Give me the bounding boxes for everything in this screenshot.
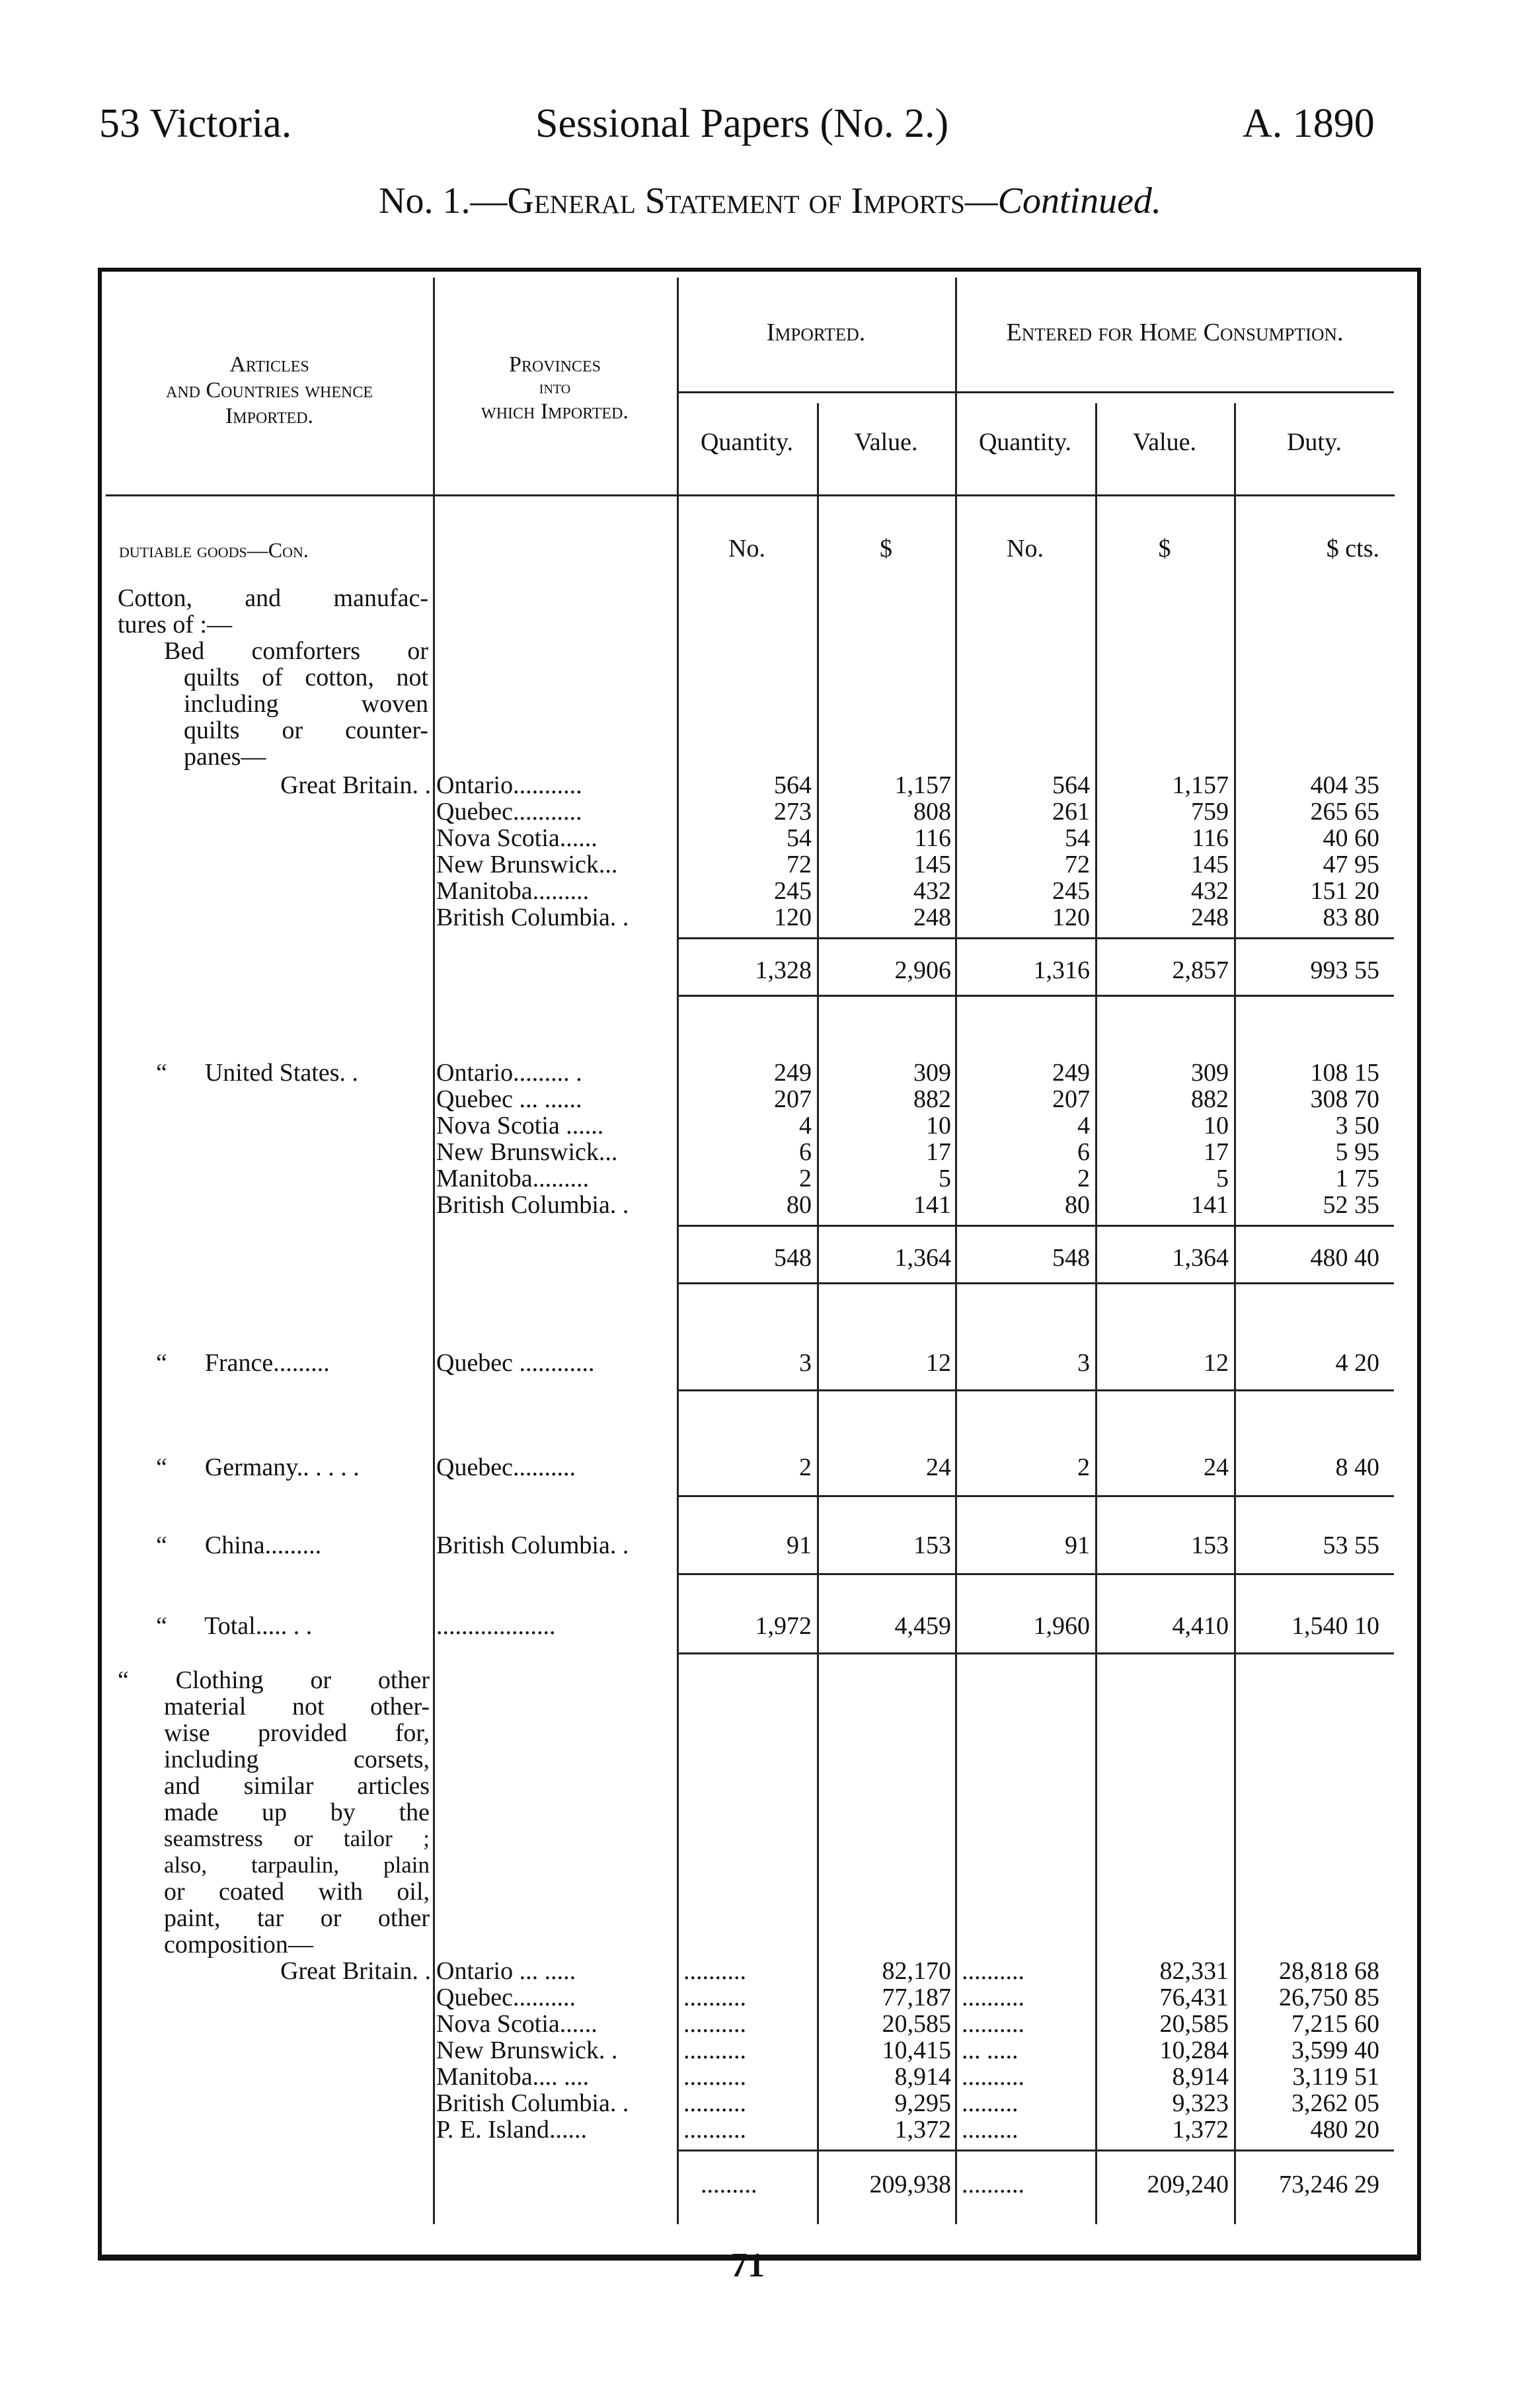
- col-rule-6: [1234, 403, 1236, 2224]
- province-cell: Ontario...........: [436, 771, 582, 799]
- duty-cell: 4 20: [1335, 1349, 1379, 1377]
- duty-cell: 1 75: [1335, 1165, 1379, 1192]
- ent-val-cell: 153: [1191, 1531, 1229, 1559]
- imp-qty-cell: 2: [799, 1165, 812, 1192]
- clothing-total-duty: 73,246 29: [1279, 2171, 1379, 2198]
- ent-val-cell: 309: [1191, 1059, 1229, 1087]
- province-cell: New Brunswick. .: [436, 2036, 618, 2064]
- ent-qty-cell: ..........: [962, 1957, 1024, 1985]
- province-cell: Manitoba.... ....: [436, 2063, 590, 2091]
- page-number: 71: [730, 2247, 765, 2284]
- province-cell: Quebec ... ......: [436, 1085, 582, 1113]
- duty-cell: 40 60: [1323, 824, 1379, 852]
- title-prefix: No. 1.—: [379, 180, 508, 221]
- ent-val-cell: 9,323: [1172, 2089, 1229, 2117]
- province-cell: Nova Scotia ......: [436, 1112, 604, 1140]
- header-left: 53 Victoria.: [99, 101, 292, 146]
- imp-val-cell: 5: [939, 1165, 951, 1192]
- ent-qty-cell: 6: [1077, 1138, 1090, 1166]
- province-cell: Quebec ............: [436, 1349, 595, 1377]
- col-entered: Entered for Home Consumption.: [1006, 319, 1344, 346]
- ent-val-cell: 10: [1204, 1112, 1229, 1140]
- us-total-imp-qty: 548: [774, 1244, 812, 1272]
- imp-val-cell: 248: [913, 904, 951, 931]
- ent-qty-cell: 4: [1077, 1112, 1090, 1140]
- total-province-leader: ...................: [436, 1612, 556, 1640]
- imp-val-cell: 82,170: [882, 1957, 951, 1985]
- cotton-desc-l2: tures of :—: [118, 611, 233, 639]
- imp-qty-cell: 54: [787, 824, 812, 852]
- duty-cell: 28,818 68: [1279, 1957, 1379, 1985]
- ent-qty-cell: 564: [1052, 771, 1090, 799]
- imp-qty-cell: ..........: [683, 2116, 746, 2144]
- clothing-total-imp-qty: .........: [701, 2171, 757, 2198]
- unit-ent-val: $: [1158, 535, 1171, 562]
- clothing-total-imp-val: 209,938: [869, 2171, 951, 2198]
- ent-val-cell: 20,585: [1159, 2010, 1229, 2038]
- ent-qty-cell: 2: [1077, 1165, 1090, 1192]
- duty-cell: 265 65: [1310, 798, 1379, 826]
- imp-qty-cell: ..........: [683, 1984, 746, 2011]
- col-duty: Duty.: [1286, 428, 1342, 456]
- imp-val-cell: 145: [913, 851, 951, 878]
- clothing-country-great-britain: Great Britain. .: [280, 1957, 431, 1985]
- gb-total-duty: 993 55: [1310, 956, 1379, 984]
- col-articles: [106, 352, 433, 429]
- imp-val-cell: 8,914: [894, 2063, 951, 2091]
- imp-val-cell: 20,585: [882, 2010, 951, 2038]
- gb-total-imp-qty: 1,328: [755, 956, 812, 984]
- province-cell: Nova Scotia......: [436, 2010, 597, 2038]
- ent-qty-cell: 261: [1052, 798, 1090, 826]
- imp-val-cell: 1,372: [894, 2116, 951, 2144]
- grand-total-rule: [677, 1652, 1394, 1654]
- province-cell: Quebec..........: [436, 1453, 576, 1481]
- cotton-description: [118, 585, 428, 770]
- col-rule-5: [1095, 403, 1097, 2224]
- china-rule: [677, 1573, 1394, 1575]
- header-center: Sessional Papers (No. 2.): [535, 101, 949, 146]
- imp-val-cell: 808: [913, 798, 951, 826]
- total-duty: 1,540 10: [1291, 1612, 1379, 1640]
- clothing-description: [118, 1667, 430, 1958]
- province-cell: New Brunswick...: [436, 1138, 618, 1166]
- ent-val-cell: 248: [1191, 904, 1229, 931]
- cotton-desc-l7: panes—: [184, 743, 266, 771]
- duty-cell: 83 80: [1323, 904, 1379, 931]
- header-right: A. 1890: [1243, 101, 1375, 146]
- duty-cell: 7,215 60: [1291, 2010, 1379, 2038]
- ent-qty-cell: 72: [1065, 851, 1090, 878]
- imp-qty-cell: ..........: [683, 2010, 746, 2038]
- province-cell: British Columbia. .: [436, 1531, 629, 1559]
- country-great-britain: Great Britain. .: [280, 771, 431, 799]
- duty-cell: 52 35: [1323, 1191, 1379, 1219]
- imp-val-cell: 10,415: [882, 2036, 951, 2064]
- total-label: “ Total..... . .: [156, 1612, 313, 1640]
- province-cell: British Columbia. .: [436, 1191, 629, 1219]
- us-total-imp-val: 1,364: [894, 1244, 951, 1272]
- title-main: General Statement of Imports: [507, 180, 965, 221]
- col-provinces-l2: into: [539, 377, 571, 399]
- us-total-ent-val: 1,364: [1172, 1244, 1229, 1272]
- imp-qty-cell: 273: [774, 798, 812, 826]
- duty-cell: 26,750 85: [1279, 1984, 1379, 2011]
- province-cell: P. E. Island......: [436, 2116, 587, 2144]
- col-rule-1: [433, 278, 435, 2224]
- us-total-duty: 480 40: [1310, 1244, 1379, 1272]
- ent-qty-cell: 245: [1052, 877, 1090, 905]
- province-cell: Quebec..........: [436, 1984, 576, 2011]
- col-imported: Imported.: [766, 319, 866, 346]
- duty-cell: 480 20: [1310, 2116, 1379, 2144]
- ent-val-cell: 17: [1204, 1138, 1229, 1166]
- ent-qty-cell: 91: [1065, 1531, 1090, 1559]
- total-imp-qty: 1,972: [755, 1612, 812, 1640]
- col-quantity: Quantity.: [700, 428, 793, 456]
- header-bottom-rule: [106, 494, 1395, 496]
- imp-val-cell: 432: [913, 877, 951, 905]
- province-cell: New Brunswick...: [436, 851, 618, 878]
- duty-cell: 5 95: [1335, 1138, 1379, 1166]
- province-cell: Nova Scotia......: [436, 824, 597, 852]
- title-suffix: —Continued.: [964, 180, 1161, 221]
- duty-cell: 3,599 40: [1291, 2036, 1379, 2064]
- imp-val-cell: 141: [913, 1191, 951, 1219]
- ent-val-cell: 1,157: [1172, 771, 1229, 799]
- imp-qty-cell: 564: [774, 771, 812, 799]
- cotton-desc-l3: Bed comforters or: [164, 637, 428, 665]
- imp-qty-cell: ..........: [683, 2089, 746, 2117]
- imp-val-cell: 309: [913, 1059, 951, 1087]
- total-imp-val: 4,459: [894, 1612, 951, 1640]
- imp-qty-cell: 91: [787, 1531, 812, 1559]
- imp-qty-cell: 207: [774, 1085, 812, 1113]
- us-total-rule: [677, 1282, 1394, 1284]
- imp-qty-cell: 80: [787, 1191, 812, 1219]
- imp-val-cell: 77,187: [882, 1984, 951, 2011]
- col-articles-l3: Imported.: [225, 404, 314, 429]
- ent-val-cell: 24: [1204, 1453, 1229, 1481]
- ent-val-cell: 10,284: [1159, 2036, 1229, 2064]
- ent-qty-cell: 2: [1077, 1453, 1090, 1481]
- ent-qty-cell: 120: [1052, 904, 1090, 931]
- clothing-desc-l11: composition—: [164, 1931, 313, 1958]
- col-provinces-l1: Provinces: [509, 352, 601, 377]
- col-value-entered: Value.: [1132, 428, 1197, 456]
- gb-total-ent-val: 2,857: [1172, 956, 1229, 984]
- imp-qty-cell: ..........: [683, 2036, 746, 2064]
- clothing-desc-l3: wise provided for,: [164, 1719, 430, 1747]
- ent-val-cell: 1,372: [1172, 2116, 1229, 2144]
- ent-val-cell: 116: [1192, 824, 1229, 852]
- col-value: Value.: [854, 428, 918, 456]
- ent-val-cell: 8,914: [1172, 2063, 1229, 2091]
- province-cell: British Columbia. .: [436, 904, 629, 931]
- ent-val-cell: 432: [1191, 877, 1229, 905]
- gb-total-ent-qty: 1,316: [1033, 956, 1090, 984]
- germany-rule: [677, 1495, 1394, 1497]
- duty-cell: 3 50: [1335, 1112, 1379, 1140]
- imp-qty-cell: 4: [799, 1112, 812, 1140]
- duty-cell: 53 55: [1323, 1531, 1379, 1559]
- cotton-desc-l4: quilts of cotton, not: [184, 664, 428, 691]
- gb-total-rule: [677, 995, 1394, 997]
- total-ent-val: 4,410: [1172, 1612, 1229, 1640]
- clothing-subtotal-rule: [677, 2150, 1394, 2151]
- col-articles-l2: and Countries whence: [166, 378, 373, 403]
- duty-cell: 47 95: [1323, 851, 1379, 878]
- duty-cell: 308 70: [1310, 1085, 1379, 1113]
- ent-qty-cell: 249: [1052, 1059, 1090, 1087]
- ent-val-cell: 5: [1216, 1165, 1229, 1192]
- section-label: dutiable goods—Con.: [119, 538, 309, 562]
- clothing-total-ent-val: 209,240: [1147, 2171, 1229, 2198]
- imp-val-cell: 116: [914, 824, 951, 852]
- imp-qty-cell: 249: [774, 1059, 812, 1087]
- ent-val-cell: 759: [1191, 798, 1229, 826]
- province-cell: Ontario......... .: [436, 1059, 582, 1087]
- unit-ent-qty: No.: [1007, 535, 1044, 562]
- province-cell: Manitoba.........: [436, 877, 590, 905]
- cotton-desc-l1: Cotton, and manufac-: [118, 584, 428, 612]
- cotton-desc-l5: including woven: [184, 690, 428, 718]
- imp-qty-cell: 72: [787, 851, 812, 878]
- ent-val-cell: 76,431: [1159, 1984, 1229, 2011]
- col-provinces: [433, 352, 677, 424]
- duty-cell: 3,262 05: [1291, 2089, 1379, 2117]
- cotton-desc-l6: quilts or counter-: [184, 717, 428, 744]
- imp-val-cell: 10: [926, 1112, 951, 1140]
- col-quantity-entered: Quantity.: [978, 428, 1071, 456]
- ent-qty-cell: .........: [962, 2116, 1019, 2144]
- clothing-desc-l8: also, tarpaulin, plain: [164, 1852, 430, 1878]
- col-rule-3: [817, 403, 819, 2224]
- imp-val-cell: 12: [926, 1349, 951, 1377]
- imp-qty-cell: ..........: [683, 1957, 746, 1985]
- province-cell: Ontario ... .....: [436, 1957, 576, 1985]
- france-rule: [677, 1389, 1394, 1391]
- us-subtotal-rule: [677, 1225, 1394, 1227]
- imp-val-cell: 882: [913, 1085, 951, 1113]
- ent-qty-cell: ... .....: [962, 2036, 1019, 2064]
- imp-qty-cell: 245: [774, 877, 812, 905]
- imp-qty-cell: 120: [774, 904, 812, 931]
- ent-qty-cell: 80: [1065, 1191, 1090, 1219]
- province-cell: Quebec...........: [436, 798, 582, 826]
- duty-cell: 404 35: [1310, 771, 1379, 799]
- province-cell: Manitoba.........: [436, 1165, 590, 1192]
- imp-qty-cell: ..........: [683, 2063, 746, 2091]
- ent-qty-cell: ..........: [962, 1984, 1024, 2011]
- total-ent-qty: 1,960: [1033, 1612, 1090, 1640]
- us-total-ent-qty: 548: [1052, 1244, 1090, 1272]
- clothing-desc-l4: including corsets,: [164, 1746, 430, 1773]
- duty-cell: 8 40: [1335, 1453, 1379, 1481]
- imp-val-cell: 1,157: [894, 771, 951, 799]
- imp-qty-cell: 2: [799, 1453, 812, 1481]
- col-articles-l1: Articles: [229, 352, 309, 377]
- ent-val-cell: 882: [1191, 1085, 1229, 1113]
- ent-qty-cell: 54: [1065, 824, 1090, 852]
- imp-val-cell: 24: [926, 1453, 951, 1481]
- clothing-desc-l1: “ Clothing or other: [118, 1666, 430, 1694]
- ent-qty-cell: ..........: [962, 2010, 1024, 2038]
- country-china: “ China.........: [156, 1531, 322, 1559]
- unit-imp-qty: No.: [728, 535, 765, 562]
- imp-val-cell: 9,295: [894, 2089, 951, 2117]
- gb-total-imp-val: 2,906: [894, 956, 951, 984]
- country-united-states: “ United States. .: [156, 1059, 359, 1087]
- clothing-desc-l6: made up by the: [164, 1799, 430, 1826]
- ent-val-cell: 141: [1191, 1191, 1229, 1219]
- ent-val-cell: 145: [1191, 851, 1229, 878]
- imp-qty-cell: 3: [799, 1349, 812, 1377]
- clothing-desc-l10: paint, tar or other: [164, 1904, 430, 1932]
- gb-subtotal-rule: [677, 937, 1394, 939]
- ent-qty-cell: 207: [1052, 1085, 1090, 1113]
- duty-cell: 108 15: [1310, 1059, 1379, 1087]
- clothing-desc-l2: material not other-: [164, 1693, 430, 1721]
- duty-cell: 3,119 51: [1292, 2063, 1379, 2091]
- ent-qty-cell: .........: [962, 2089, 1019, 2117]
- country-france: “ France.........: [156, 1349, 330, 1377]
- imp-val-cell: 17: [926, 1138, 951, 1166]
- clothing-desc-l5: and similar articles: [164, 1772, 430, 1800]
- ent-qty-cell: 3: [1077, 1349, 1090, 1377]
- clothing-total-ent-qty: ..........: [962, 2171, 1024, 2198]
- province-cell: British Columbia. .: [436, 2089, 629, 2117]
- unit-duty: $ cts.: [1326, 535, 1379, 562]
- ent-qty-cell: ..........: [962, 2063, 1024, 2091]
- country-germany: “ Germany.. . . . .: [156, 1453, 360, 1481]
- group-rule: [677, 391, 1394, 393]
- ent-val-cell: 82,331: [1159, 1957, 1229, 1985]
- duty-cell: 151 20: [1310, 877, 1379, 905]
- clothing-desc-l7: seamstress or tailor ;: [164, 1826, 430, 1851]
- col-provinces-l3: which Imported.: [481, 399, 629, 424]
- imp-qty-cell: 6: [799, 1138, 812, 1166]
- ent-val-cell: 12: [1204, 1349, 1229, 1377]
- page-title: [0, 180, 1540, 222]
- clothing-desc-l9: or coated with oil,: [164, 1878, 430, 1906]
- unit-imp-val: $: [880, 535, 892, 562]
- imp-val-cell: 153: [913, 1531, 951, 1559]
